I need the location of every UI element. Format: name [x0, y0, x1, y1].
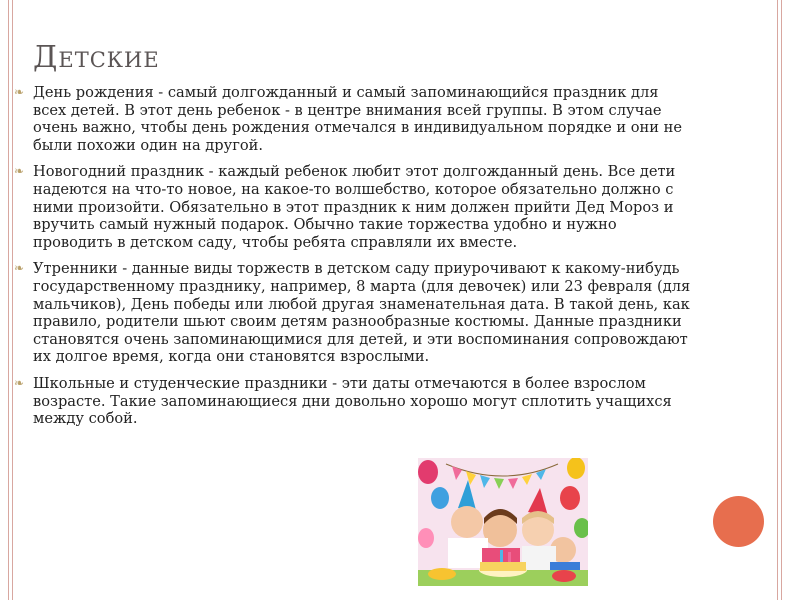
bullet-glyph-icon: ❧: [14, 164, 25, 179]
bullet-list: [13, 84, 693, 437]
frame-line-right-inner: [777, 0, 778, 600]
bullet-glyph-icon: ❧: [14, 375, 25, 390]
bullet-new-year: [13, 163, 693, 251]
bullet-glyph-icon: ❧: [14, 85, 25, 99]
decorative-circle: [713, 496, 764, 547]
bullet-text: Утренники - данные виды торжеств в детском саду приурочивают к какому-нибудь государственному празднику, например, 8 марта (для девочек) или 23 февраля (для мальчиков), День победы или любой другая знаменательная дата. В такой день, как правило, родители шьют своим детям разнообразные костюмы. Данные праздники становятся очень запоминающимися для детей, и эти воспоминания сопровождают их долгое время, когда они становятся взрослыми.: [33, 260, 691, 366]
bullet-school: [13, 375, 693, 428]
bullet-matinees: [13, 260, 693, 366]
bullet-text: Школьные и студенческие праздники - эти даты отмечаются в более взрослом возрасте. Такие запоминающиеся дни довольно хорошо могут сплотить учащихся между собой.: [33, 374, 672, 428]
birthday-party-illustration: [418, 458, 588, 586]
bullet-text: День рождения - самый долгожданный и самый запоминающийся праздник для всех детей. В этот день ребенок - в центре внимания всей группы. В этом случае очень важно, чтобы день рождения отмечался в индивидуальном порядке и они не были похожи один на другой.: [33, 84, 682, 154]
frame-line-left-outer: [8, 0, 9, 600]
frame-line-right-outer: [781, 0, 782, 600]
bullet-glyph-icon: ❧: [14, 261, 25, 276]
bullet-birthday: [13, 84, 693, 154]
bullet-text: Новогодний праздник - каждый ребенок любит этот долгожданный день. Все дети надеются на что-то новое, на какое-то волшебство, которое обязательно должно с ними произойти. Обязательно в этот праздник к ним должен прийти Дед Мороз и вручить самый нужный подарок. Обычно такие торжества удобно и нужно проводить в детском саду, чтобы ребята справляли их вместе.: [33, 163, 676, 251]
slide-title: Детские: [33, 40, 160, 75]
birthday-party-photo: [418, 458, 588, 586]
